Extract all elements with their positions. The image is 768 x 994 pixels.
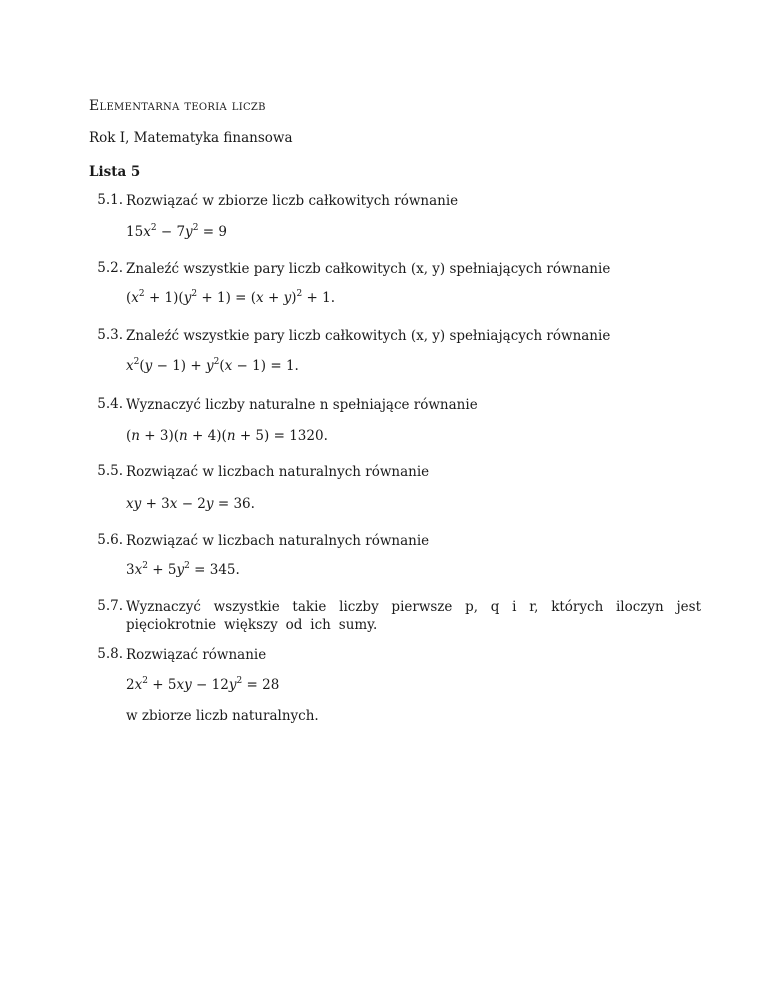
problem-text: Znaleźć wszystkie pary liczb całkowitych (x, y) spełniających równanie [126, 328, 611, 344]
problem-5-5 [89, 463, 701, 481]
problem-formula: xy + 3x − 2y = 36. [126, 496, 255, 512]
problem-number: 5.4. [97, 396, 123, 412]
problem-note: w zbiorze liczb naturalnych. [126, 708, 319, 724]
problem-text: Rozwiązać w liczbach naturalnych równanie [126, 533, 430, 549]
problem-5-7 [89, 598, 701, 634]
problem-number: 5.3. [97, 327, 123, 343]
problem-number: 5.5. [97, 463, 123, 479]
list-heading: Lista 5 [89, 164, 141, 180]
problem-formula: $15x^2 - 7y^2 = 9$ [126, 223, 227, 240]
problem-5-3 [89, 327, 701, 345]
problem-formula: $(x^2 + 1)(y^2 + 1) = (x + y)^2 + 1$. [126, 289, 336, 306]
problem-5-8 [89, 646, 701, 664]
problem-number: 5.2. [97, 260, 123, 276]
problem-text: Znaleźć wszystkie pary liczb całkowitych (x, y) spełniających równanie [126, 261, 611, 277]
problem-5-6 [89, 532, 701, 550]
problem-number: 5.7. [97, 598, 123, 614]
problem-text: Wyznaczyć liczby naturalne n spełniające równanie [126, 397, 478, 413]
problem-text: Rozwiązać w liczbach naturalnych równanie [126, 464, 430, 480]
problem-text: Rozwiązać w zbiorze liczb całkowitych równanie [126, 193, 459, 209]
problem-number: 5.6. [97, 532, 123, 548]
problem-formula: $2x^2 + 5xy - 12y^2 = 28$ [126, 676, 280, 693]
problem-5-2 [89, 260, 701, 278]
problem-number: 5.8. [97, 646, 123, 662]
problem-number: 5.1. [97, 192, 123, 208]
problem-5-4 [89, 396, 701, 414]
problem-text: Wyznaczyć wszystkie takie liczby pierwsze p, q i r, których iloczyn jest pięciokrotnie większy od ich sumy. [126, 599, 701, 633]
problem-formula: $x^2(y - 1) + y^2(x - 1) = 1$. [126, 357, 299, 374]
document-subtitle: Rok I, Matematyka finansowa [89, 130, 293, 146]
problem-formula: $3x^2 + 5y^2 = 345$. [126, 561, 240, 578]
problem-formula: (n + 3)(n + 4)(n + 5) = 1320. [126, 428, 328, 444]
document-title: Elementarna teoria liczb [89, 98, 266, 114]
problem-text: Rozwiązać równanie [126, 647, 267, 663]
problem-5-1 [89, 192, 701, 210]
